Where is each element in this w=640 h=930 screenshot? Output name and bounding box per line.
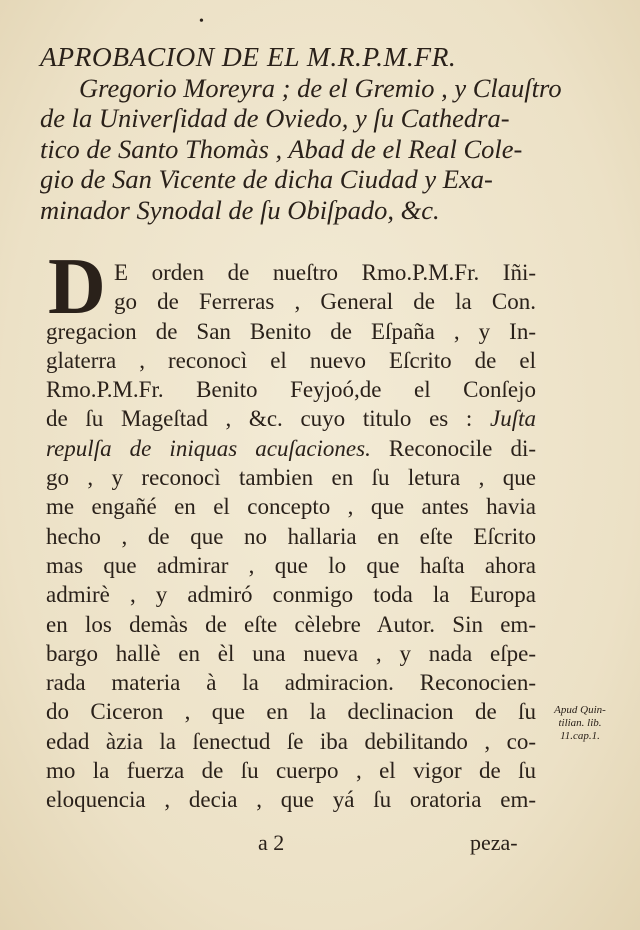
body-line: gregacion de San Benito de Eſpaña , y In- [46,318,536,344]
body-line-text: Reconocile di- [388,435,536,461]
work-title-italic: repulſa de iniquas acuſaciones. [46,435,371,461]
drop-cap: D [48,243,106,331]
body-line: edad àzia la ſenectud ſe iba debilitando , co- [46,728,536,754]
body-line: rada materia à la admiracion. Reconocien- [46,670,536,696]
signature-mark: a 2 [258,830,285,855]
body-line: mo la fuerza de ſu cuerpo , el vigor de ſu [46,758,536,784]
body-line: mas que admirar , que lo que haſta ahora [46,552,536,578]
marginal-note [535,704,625,743]
heading-line: gio de San Vicente de dicha Ciudad y Exa- [40,164,493,194]
heading-line: tico de Santo Thomàs , Abad de el Real Cole- [40,133,523,164]
body-line: bargo hallè en èl una nueva , y nada eſpe- [46,640,536,666]
body-line: E orden de nueſtro Rmo.P.M.Fr. Iñi- [114,260,536,285]
body-line: go de Ferreras , General de la Con. [114,289,536,315]
body-line: go , y reconocì tambien en ſu letura , que [46,465,536,491]
body-text [46,258,536,815]
work-title-italic: Juſta [490,406,537,432]
body-line: do Ciceron , que en la declinacion de ſu [46,699,536,725]
body-line: hecho , de que no hallaria en eſte Eſcrito [46,523,536,549]
body-line: admirè , y admiró conmigo toda la Europa [46,582,536,608]
heading-line: APROBACION DE EL M.R.P.M.FR. [40,41,457,72]
ornament-dot: • [199,14,204,29]
body-line: Rmo.P.M.Fr. Benito Feyjoó,de el Conſejo [46,377,536,403]
body-line: en los demàs de eſte cèlebre Autor. Sin em- [46,611,536,637]
approbation-heading [40,41,562,225]
catchword: peza- [470,830,518,855]
body-line [46,404,536,433]
body-line-text: de ſu Mageſtad , &c. cuyo titulo es : [46,406,473,432]
heading-line: minador Synodal de ſu Obiſpado, &c. [40,194,440,225]
body-line [46,434,536,463]
body-line: me engañé en el concepto , que antes havia [46,494,536,520]
marginal-note-line: Apud Quin- [554,704,606,716]
heading-line: de la Univerſidad de Oviedo, y ſu Cathedra- [40,103,510,133]
body-line: eloquencia , decia , que yá ſu oratoria em- [46,787,536,813]
marginal-note-line: tilian. lib. [558,717,602,729]
body-line: glaterra , reconocì el nuevo Eſcrito de el [46,347,536,373]
marginal-note-line: 11.cap.1. [560,730,600,742]
heading-line: Gregorio Moreyra ; de el Gremio , y Clauſtro [79,72,562,103]
